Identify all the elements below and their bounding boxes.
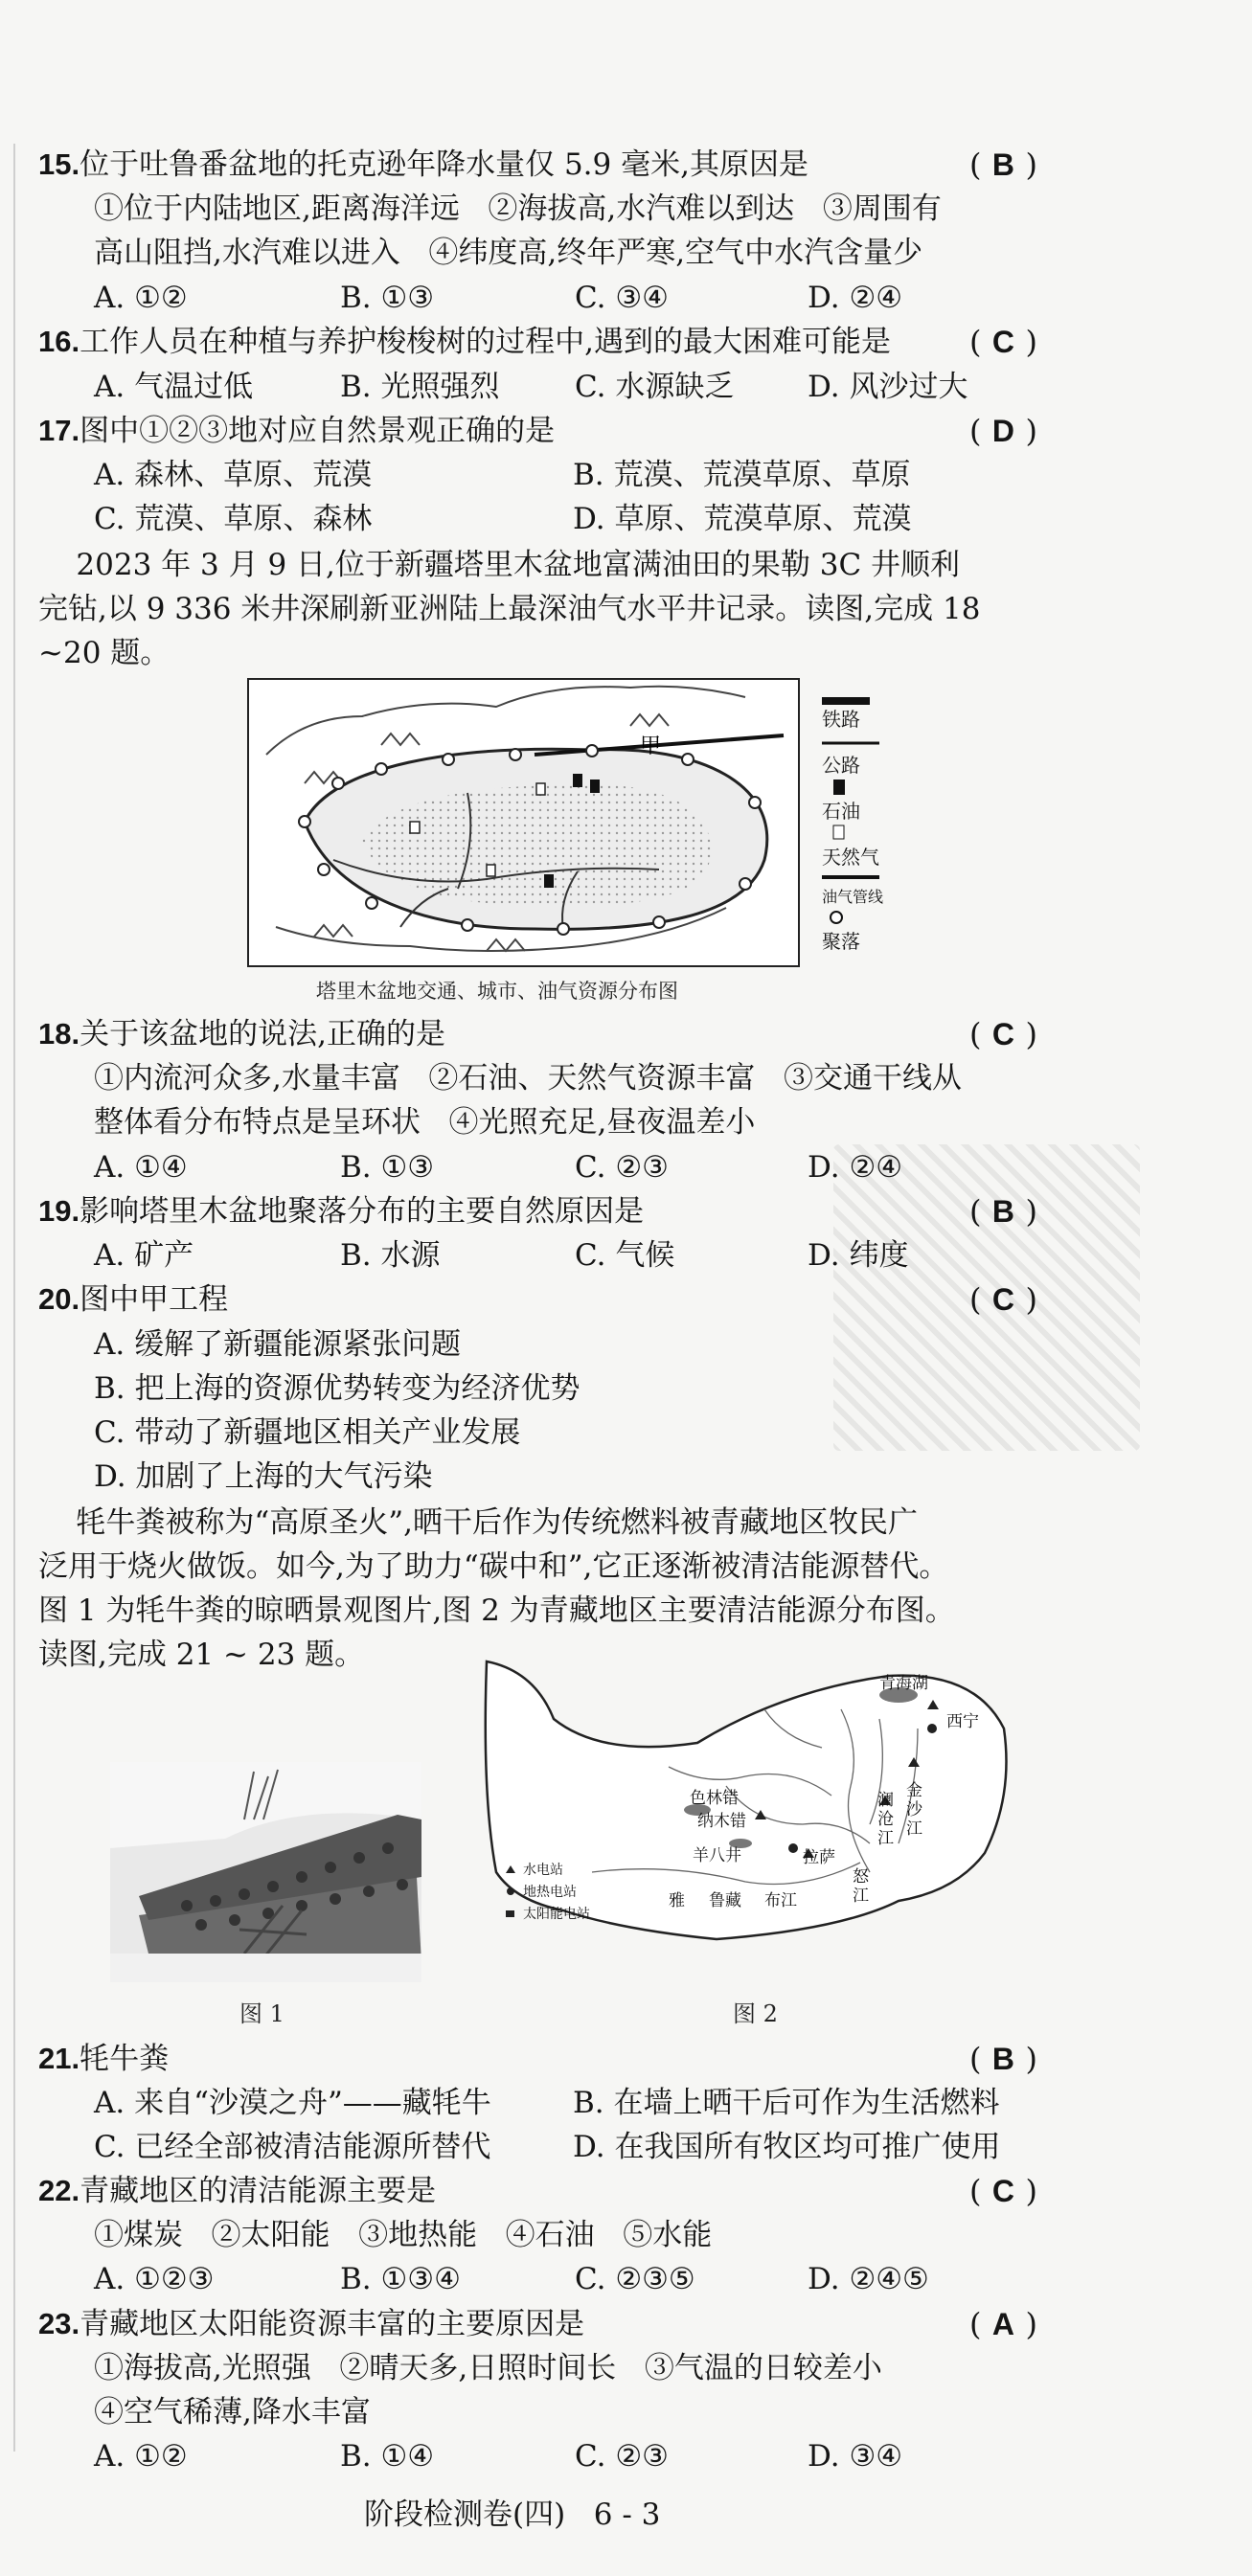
answer-16: ( C ) xyxy=(969,324,1037,360)
label-selin-co: 色林错 xyxy=(690,1789,739,1808)
q17-option-b: B. 荒漠、荒漠草原、草原 xyxy=(573,458,911,492)
q23-statements-line: ①海拔高,光照强 ②晴天多,日照时间长 ③气温的日较差小 xyxy=(94,2351,882,2385)
answer-18: ( C ) xyxy=(969,1016,1037,1052)
q23-option-d: D. ③④ xyxy=(808,2439,903,2474)
answer-23: ( A ) xyxy=(969,2306,1037,2342)
answer-19: ( B ) xyxy=(969,1193,1037,1230)
q15-option-a: A. ①② xyxy=(94,281,188,315)
q21-option-c: C. 已经全部被清洁能源所替代 xyxy=(94,2130,491,2164)
q18-option-b: B. ①③ xyxy=(340,1150,435,1185)
q15-statements-line: ①位于内陆地区,距离海洋远 ②海拔高,水汽难以到达 ③周围有 xyxy=(94,192,942,226)
answer-21: ( B ) xyxy=(969,2041,1037,2077)
legend-highway: 公路 xyxy=(822,754,860,777)
label-jiang: 江 xyxy=(853,1887,869,1906)
q22-statements-line: ①煤炭 ②太阳能 ③地热能 ④石油 ⑤水能 xyxy=(94,2218,713,2252)
q18-statements-line: ①内流河众多,水量丰富 ②石油、天然气资源丰富 ③交通干线从 xyxy=(94,1061,962,1096)
q19-option-d: D. 纬度 xyxy=(808,1238,909,1273)
q20-option-a: A. 缓解了新疆能源紧张问题 xyxy=(94,1327,462,1362)
label-ya: 雅 xyxy=(669,1891,685,1910)
label-bujiang: 布江 xyxy=(764,1891,797,1910)
question-22: 22.青藏地区的清洁能源主要是 xyxy=(38,2174,437,2208)
q21-option-a: A. 来自“沙漠之舟”——藏牦牛 xyxy=(94,2086,491,2120)
q18-statements-line: 整体看分布特点是呈环状 ④光照充足,昼夜温差小 xyxy=(94,1105,756,1140)
tarim-basin-map xyxy=(247,678,946,967)
q18-option-d: D. ②④ xyxy=(808,1150,903,1185)
passage-line: 完钻,以 9 336 米井深刷新亚洲陆上最深油气水平井记录。读图,完成 18 xyxy=(38,592,981,626)
question-20: 20.图中甲工程 xyxy=(38,1282,229,1317)
legend-oil: 石油 xyxy=(822,800,860,823)
fig2-caption: 图 2 xyxy=(733,2000,778,2027)
q15-option-c: C. ③④ xyxy=(575,281,669,315)
legend-hydro: 水电站 xyxy=(523,1863,563,1878)
q16-option-a: A. 气温过低 xyxy=(94,370,254,404)
yak-dung-wall-photo xyxy=(110,1762,421,1982)
label-yangbajing: 羊八井 xyxy=(693,1846,741,1865)
label-xining: 西宁 xyxy=(946,1712,979,1731)
label-qinghai-lake: 青海湖 xyxy=(879,1674,928,1693)
q23-option-a: A. ①② xyxy=(94,2439,188,2474)
q23-option-b: B. ①④ xyxy=(340,2439,435,2474)
q22-option-c: C. ②③⑤ xyxy=(575,2262,695,2296)
page-edge xyxy=(13,144,15,2452)
q22-option-d: D. ②④⑤ xyxy=(808,2262,929,2296)
passage-line: 图 1 为牦牛粪的晾晒景观图片,图 2 为青藏地区主要清洁能源分布图。 xyxy=(38,1593,955,1628)
map1-caption: 塔里木盆地交通、城市、油气资源分布图 xyxy=(316,980,678,1003)
q15-statements-line: 高山阻挡,水汽难以进入 ④纬度高,终年严寒,空气中水汽含量少 xyxy=(94,236,923,270)
label-jin: 金 xyxy=(906,1781,922,1800)
q16-option-d: D. 风沙过大 xyxy=(808,370,968,404)
answer-15: ( B ) xyxy=(969,147,1037,183)
q18-option-a: A. ①④ xyxy=(94,1150,188,1185)
q15-option-b: B. ①③ xyxy=(340,281,435,315)
q22-option-a: A. ①②③ xyxy=(94,2262,215,2296)
label-nu: 怒 xyxy=(853,1867,869,1887)
q20-option-c: C. 带动了新疆地区相关产业发展 xyxy=(94,1415,521,1450)
q22-option-b: B. ①③④ xyxy=(340,2262,461,2296)
question-17: 17.图中①②③地对应自然景观正确的是 xyxy=(38,414,556,448)
label-luzang: 鲁藏 xyxy=(709,1891,741,1910)
q19-option-b: B. 水源 xyxy=(340,1238,441,1273)
passage-line: 泛用于烧火做饭。如今,为了助力“碳中和”,它正逐渐被清洁能源替代。 xyxy=(38,1549,949,1584)
label-jiang: 江 xyxy=(877,1829,894,1848)
label-jiang: 江 xyxy=(906,1819,922,1839)
question-21: 21.牦牛粪 xyxy=(38,2042,170,2076)
q20-option-d: D. 加剧了上海的大气污染 xyxy=(94,1459,433,1494)
q23-option-c: C. ②③ xyxy=(575,2439,669,2474)
passage-line: 读图,完成 21 ~ 23 题。 xyxy=(38,1638,365,1672)
q15-option-d: D. ②④ xyxy=(808,281,903,315)
map-label-jia: 甲 xyxy=(640,734,662,758)
q17-option-c: C. 荒漠、草原、森林 xyxy=(94,502,373,536)
legend-gas: 天然气 xyxy=(822,846,879,869)
q17-option-a: A. 森林、草原、荒漠 xyxy=(94,458,373,492)
qinghai-tibet-energy-map xyxy=(477,1652,1013,1958)
label-lan: 澜 xyxy=(877,1791,894,1810)
legend-geothermal: 地热电站 xyxy=(523,1885,577,1900)
legend-pipeline: 油气管线 xyxy=(822,888,884,906)
q19-option-c: C. 气候 xyxy=(575,1238,675,1273)
q23-statements-line: ④空气稀薄,降水丰富 xyxy=(94,2395,371,2429)
q20-option-b: B. 把上海的资源优势转变为经济优势 xyxy=(94,1371,580,1406)
label-lhasa: 拉萨 xyxy=(803,1848,835,1867)
question-18: 18.关于该盆地的说法,正确的是 xyxy=(38,1017,445,1051)
legend-settlement: 聚落 xyxy=(822,930,860,953)
q16-option-b: B. 光照强烈 xyxy=(340,370,500,404)
q21-option-d: D. 在我国所有牧区均可推广使用 xyxy=(573,2130,1001,2164)
label-namtso: 纳木错 xyxy=(697,1812,746,1831)
legend-railway: 铁路 xyxy=(822,708,860,731)
fig1-caption: 图 1 xyxy=(239,2000,285,2027)
q19-option-a: A. 矿产 xyxy=(94,1238,194,1273)
label-sha: 沙 xyxy=(906,1800,922,1819)
q16-option-c: C. 水源缺乏 xyxy=(575,370,735,404)
legend-solar: 太阳能电站 xyxy=(523,1907,590,1922)
q21-option-b: B. 在墙上晒干后可作为生活燃料 xyxy=(573,2086,1000,2120)
answer-17: ( D ) xyxy=(969,413,1037,449)
page-footer: 阶段检测卷(四) 6 - 3 xyxy=(364,2497,661,2532)
q17-option-d: D. 草原、荒漠草原、荒漠 xyxy=(573,502,912,536)
answer-22: ( C ) xyxy=(969,2173,1037,2209)
question-15: 15.位于吐鲁番盆地的托克逊年降水量仅 5.9 毫米,其原因是 xyxy=(38,147,808,182)
passage-line: 2023 年 3 月 9 日,位于新疆塔里木盆地富满油田的果勒 3C 井顺利 xyxy=(38,548,961,582)
answer-20: ( C ) xyxy=(969,1281,1037,1318)
passage-line: ~20 题。 xyxy=(38,636,171,670)
question-16: 16.工作人员在种植与养护梭梭树的过程中,遇到的最大困难可能是 xyxy=(38,325,891,359)
question-23: 23.青藏地区太阳能资源丰富的主要原因是 xyxy=(38,2307,585,2341)
question-19: 19.影响塔里木盆地聚落分布的主要自然原因是 xyxy=(38,1194,645,1229)
q18-option-c: C. ②③ xyxy=(575,1150,669,1185)
passage-line: 牦牛粪被称为“高原圣火”,晒干后作为传统燃料被青藏地区牧民广 xyxy=(38,1505,918,1540)
label-cang: 沧 xyxy=(877,1810,894,1829)
